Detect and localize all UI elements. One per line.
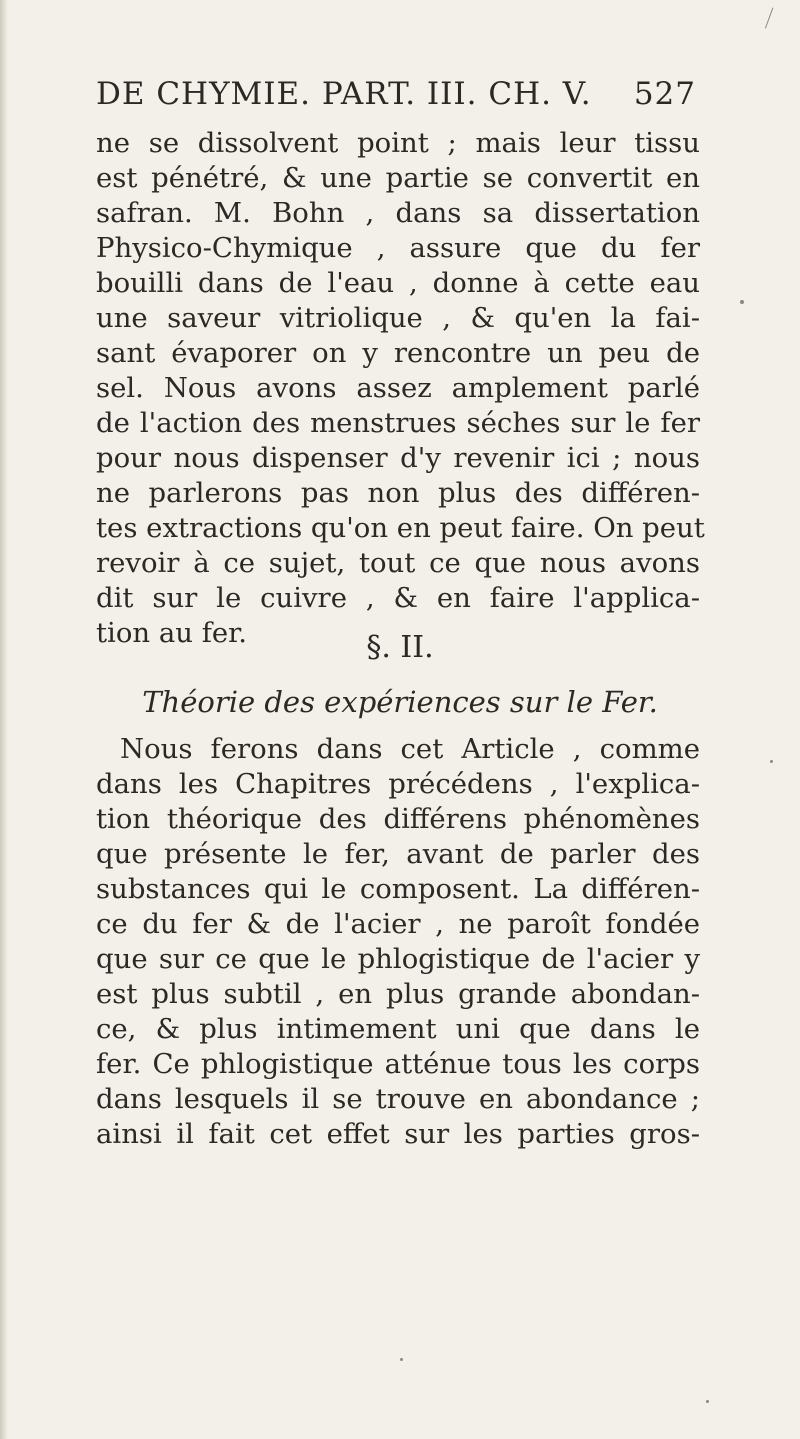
text-line: ce du fer & de l'acier , ne paroît fondée xyxy=(96,908,700,940)
text-line: que sur ce que le phlogistique de l'acier y xyxy=(96,943,700,975)
text-line: sant évaporer on y rencontre un peu de xyxy=(96,337,700,369)
text-line: dans lesquels il se trouve en abondance ; xyxy=(96,1083,700,1115)
ink-speck xyxy=(706,1400,709,1403)
text-line: Physico-Chymique , assure que du fer xyxy=(96,232,700,264)
text-line: une saveur vitriolique , & qu'en la fai- xyxy=(96,302,700,334)
text-line: ainsi il fait cet effet sur les parties gros- xyxy=(96,1118,700,1150)
text-line: ne parlerons pas non plus des différen- xyxy=(96,477,700,509)
ink-speck xyxy=(770,760,773,763)
text-line: pour nous dispenser d'y revenir ici ; nous xyxy=(96,442,700,474)
text-line: Nous ferons dans cet Article , comme xyxy=(120,733,700,765)
text-line: que présente le fer, avant de parler des xyxy=(96,838,700,870)
page-number: 527 xyxy=(633,76,696,112)
text-line: ne se dissolvent point ; mais leur tissu xyxy=(96,127,700,159)
text-line: substances qui le composent. La différen- xyxy=(96,873,700,905)
running-header xyxy=(96,76,696,116)
text-line: est pénétré, & une partie se convertit en xyxy=(96,162,700,194)
paragraph-1 xyxy=(96,126,705,651)
margin-mark xyxy=(754,3,774,28)
text-line: dans les Chapitres précédens , l'explica- xyxy=(96,768,700,800)
ink-speck xyxy=(740,300,744,304)
running-title: DE CHYMIE. PART. III. CH. V. xyxy=(96,76,592,112)
text-line: est plus subtil , en plus grande abondan- xyxy=(96,978,700,1010)
page-gutter-shadow xyxy=(0,0,8,1439)
section-title: Théorie des expériences sur le Fer. xyxy=(142,685,658,719)
ink-speck xyxy=(400,1358,403,1361)
text-line: dit sur le cuivre , & en faire l'applica- xyxy=(96,582,700,614)
text-line: safran. M. Bohn , dans sa dissertation xyxy=(96,197,700,229)
text-line: ce, & plus intimement uni que dans le xyxy=(96,1013,700,1045)
text-line: de l'action des menstrues séches sur le fer xyxy=(96,407,700,439)
text-line: tes extractions qu'on en peut faire. On peut xyxy=(96,512,705,544)
text-line: fer. Ce phlogistique atténue tous les corps xyxy=(96,1048,700,1080)
text-line: bouilli dans de l'eau , donne à cette eau xyxy=(96,267,700,299)
text-line: tion théorique des différens phénomènes xyxy=(96,803,700,835)
text-line: sel. Nous avons assez amplement parlé xyxy=(96,372,700,404)
text-line: revoir à ce sujet, tout ce que nous avons xyxy=(96,547,700,579)
paragraph-2 xyxy=(96,732,700,1152)
text-line: tion au fer. xyxy=(96,617,248,649)
section-number: §. II. xyxy=(366,630,434,665)
